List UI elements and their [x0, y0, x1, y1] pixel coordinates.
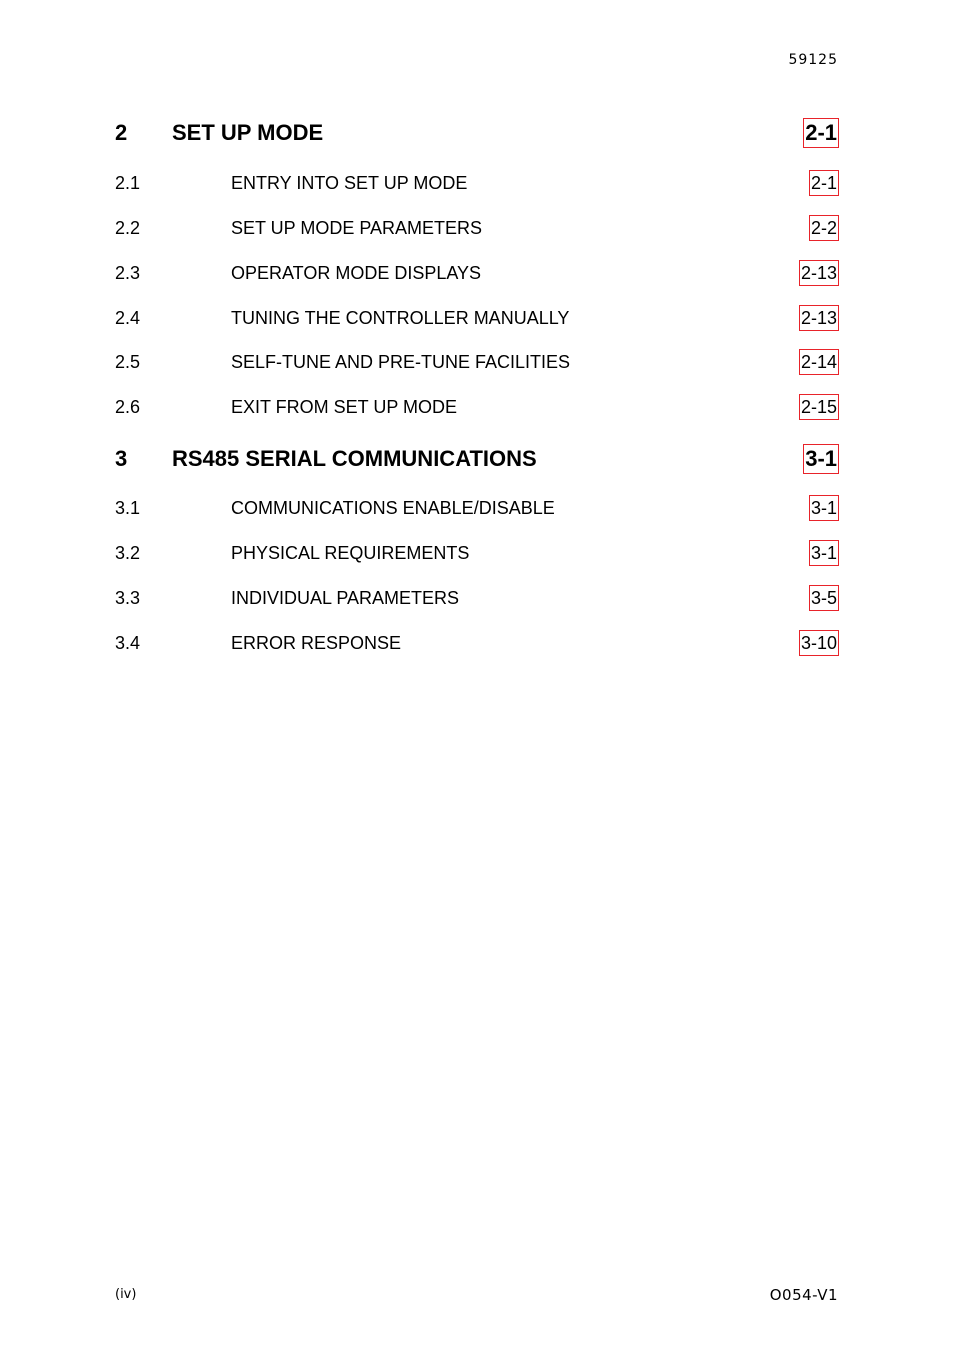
- section-title: INDIVIDUAL PARAMETERS: [231, 588, 460, 608]
- toc-section-3-2: [115, 538, 839, 568]
- section-page-link[interactable]: 3-10: [799, 630, 839, 656]
- section-page-link[interactable]: 2-13: [799, 305, 839, 331]
- document-number: 59125: [788, 52, 838, 68]
- chapter-title: SET UP MODE: [172, 120, 324, 145]
- toc-section-2-5: [115, 347, 839, 377]
- section-page-link[interactable]: 3-5: [809, 585, 839, 611]
- section-number: 3.1: [115, 498, 141, 518]
- section-title: PHYSICAL REQUIREMENTS: [231, 543, 470, 563]
- toc-section-3-4: [115, 628, 839, 658]
- section-title: COMMUNICATIONS ENABLE/DISABLE: [231, 498, 555, 518]
- section-page-link[interactable]: 2-13: [799, 260, 839, 286]
- section-number: 2.1: [115, 173, 141, 193]
- section-page-link[interactable]: 3-1: [809, 495, 839, 521]
- toc-section-2-6: [115, 392, 839, 422]
- section-title: EXIT FROM SET UP MODE: [231, 397, 458, 417]
- section-title: SELF-TUNE AND PRE-TUNE FACILITIES: [231, 352, 571, 372]
- section-number: 3.4: [115, 633, 141, 653]
- toc-section-2-3: [115, 258, 839, 288]
- section-title: TUNING THE CONTROLLER MANUALLY: [231, 308, 570, 328]
- chapter-page-link[interactable]: 3-1: [803, 444, 839, 474]
- toc-section-2-4: [115, 303, 839, 333]
- toc-section-2-1: [115, 168, 839, 198]
- section-page-link[interactable]: 3-1: [809, 540, 839, 566]
- chapter-number: 3: [115, 446, 128, 471]
- toc-chapter-3: [115, 444, 839, 474]
- section-page-link[interactable]: 2-1: [809, 170, 839, 196]
- section-number: 2.6: [115, 397, 141, 417]
- section-number: 3.3: [115, 588, 141, 608]
- section-number: 2.3: [115, 263, 141, 283]
- section-page-link[interactable]: 2-14: [799, 349, 839, 375]
- chapter-title: RS485 SERIAL COMMUNICATIONS: [172, 446, 537, 471]
- section-page-link[interactable]: 2-2: [809, 215, 839, 241]
- toc-section-3-1: [115, 493, 839, 523]
- section-number: 2.5: [115, 352, 141, 372]
- chapter-page-link[interactable]: 2-1: [803, 118, 839, 148]
- section-number: 2.2: [115, 218, 141, 238]
- footer-document-code: O054-V1: [769, 1286, 838, 1304]
- section-page-link[interactable]: 2-15: [799, 394, 839, 420]
- chapter-number: 2: [115, 120, 128, 145]
- section-number: 3.2: [115, 543, 141, 563]
- section-title: ERROR RESPONSE: [231, 633, 402, 653]
- section-title: ENTRY INTO SET UP MODE: [231, 173, 468, 193]
- toc-section-2-2: [115, 213, 839, 243]
- toc-section-3-3: [115, 583, 839, 613]
- section-title: OPERATOR MODE DISPLAYS: [231, 263, 482, 283]
- section-title: SET UP MODE PARAMETERS: [231, 218, 483, 238]
- footer-page-number: (iv): [115, 1287, 137, 1302]
- toc-chapter-2: [115, 118, 839, 148]
- section-number: 2.4: [115, 308, 141, 328]
